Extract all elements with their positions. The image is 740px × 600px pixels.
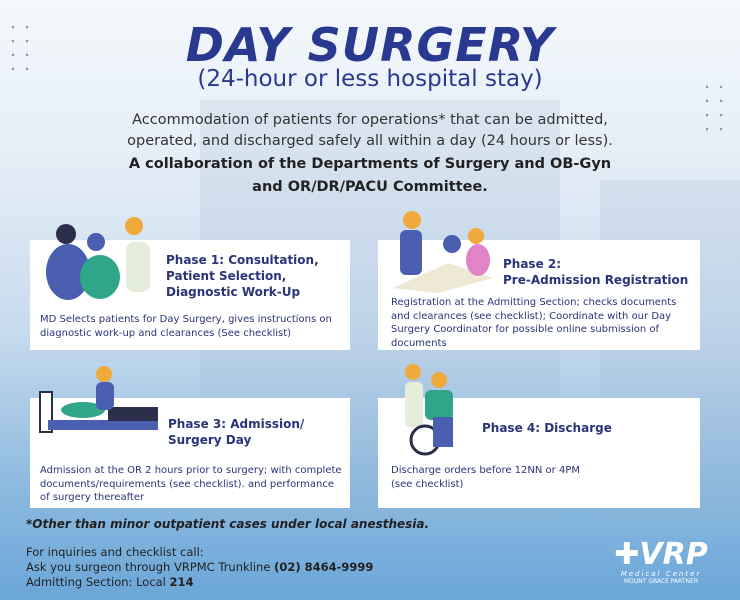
page-title: DAY SURGERY xyxy=(185,18,555,72)
description-line: operated, and discharged safely all within a day (24 hours or less). xyxy=(127,133,613,149)
page-subtitle: (24-hour or less hospital stay) xyxy=(197,66,543,92)
footnote: *Other than minor outpatient cases under local anesthesia. xyxy=(26,517,430,531)
phase-title xyxy=(168,416,304,448)
collab-line: and OR/DR/PACU Committee. xyxy=(252,179,488,195)
phase-title-line: Surgery Day xyxy=(168,433,252,447)
contact-line: For inquiries and checklist call: xyxy=(26,545,204,559)
phase-title-line: Pre-Admission Registration xyxy=(503,273,689,287)
description xyxy=(0,110,740,152)
phase-text: Discharge orders before 12NN or 4PM (see checklist) xyxy=(391,465,580,490)
heart-cross-icon: ✚ xyxy=(614,537,640,572)
phase-title-line: Phase 1: Consultation, xyxy=(166,253,319,267)
trunkline-label: Ask you surgeon through VRPMC Trunkline xyxy=(26,560,275,574)
contact-info xyxy=(26,545,373,590)
trunkline-number: (02) 8464-9999 xyxy=(274,560,374,574)
contact-line xyxy=(26,575,373,590)
phase-text: Admission at the OR 2 hours prior to surgery; with complete documents/requirements (see checklist). and performance of surgery thereafter xyxy=(40,465,342,503)
phase-text: Registration at the Admitting Section; checks documents and clearances (see checklist); Coordinate with our Day Surgery Coordinator for possible online submission of documents xyxy=(391,297,677,349)
registration-illustration xyxy=(388,208,498,293)
phase-title-line: Phase 3: Admission/ xyxy=(168,417,305,431)
contact-line xyxy=(26,560,373,575)
consultation-illustration xyxy=(38,212,163,302)
surgery-bed-illustration xyxy=(38,362,168,452)
discharge-wheelchair-illustration xyxy=(395,362,475,457)
description-line: Accommodation of patients for operations* that can be admitted, xyxy=(132,112,608,128)
phase-title-line: Phase 2: xyxy=(503,257,562,271)
logo-subtitle: Medical Center xyxy=(620,570,702,578)
collaboration-note xyxy=(0,153,740,199)
logo-name: ✚VRP xyxy=(614,537,708,572)
phase-title-line: Phase 4: Discharge xyxy=(482,421,612,435)
phase-title-line: Patient Selection, xyxy=(166,269,287,283)
phase-text: MD Selects patients for Day Surgery, gives instructions on diagnostic work-up and clearances (See checklist) xyxy=(40,314,332,339)
logo-partner: MOUNT GRACE PARTNER xyxy=(624,578,698,585)
admitting-label: Admitting Section: Local xyxy=(26,575,170,589)
phase-title xyxy=(503,256,688,288)
phase-title xyxy=(166,252,319,300)
phase-title-line: Diagnostic Work-Up xyxy=(166,285,301,299)
admitting-local-number: 214 xyxy=(169,575,194,589)
vrp-logo xyxy=(606,537,716,585)
collab-line: A collaboration of the Departments of Surgery and OB-Gyn xyxy=(128,156,612,172)
